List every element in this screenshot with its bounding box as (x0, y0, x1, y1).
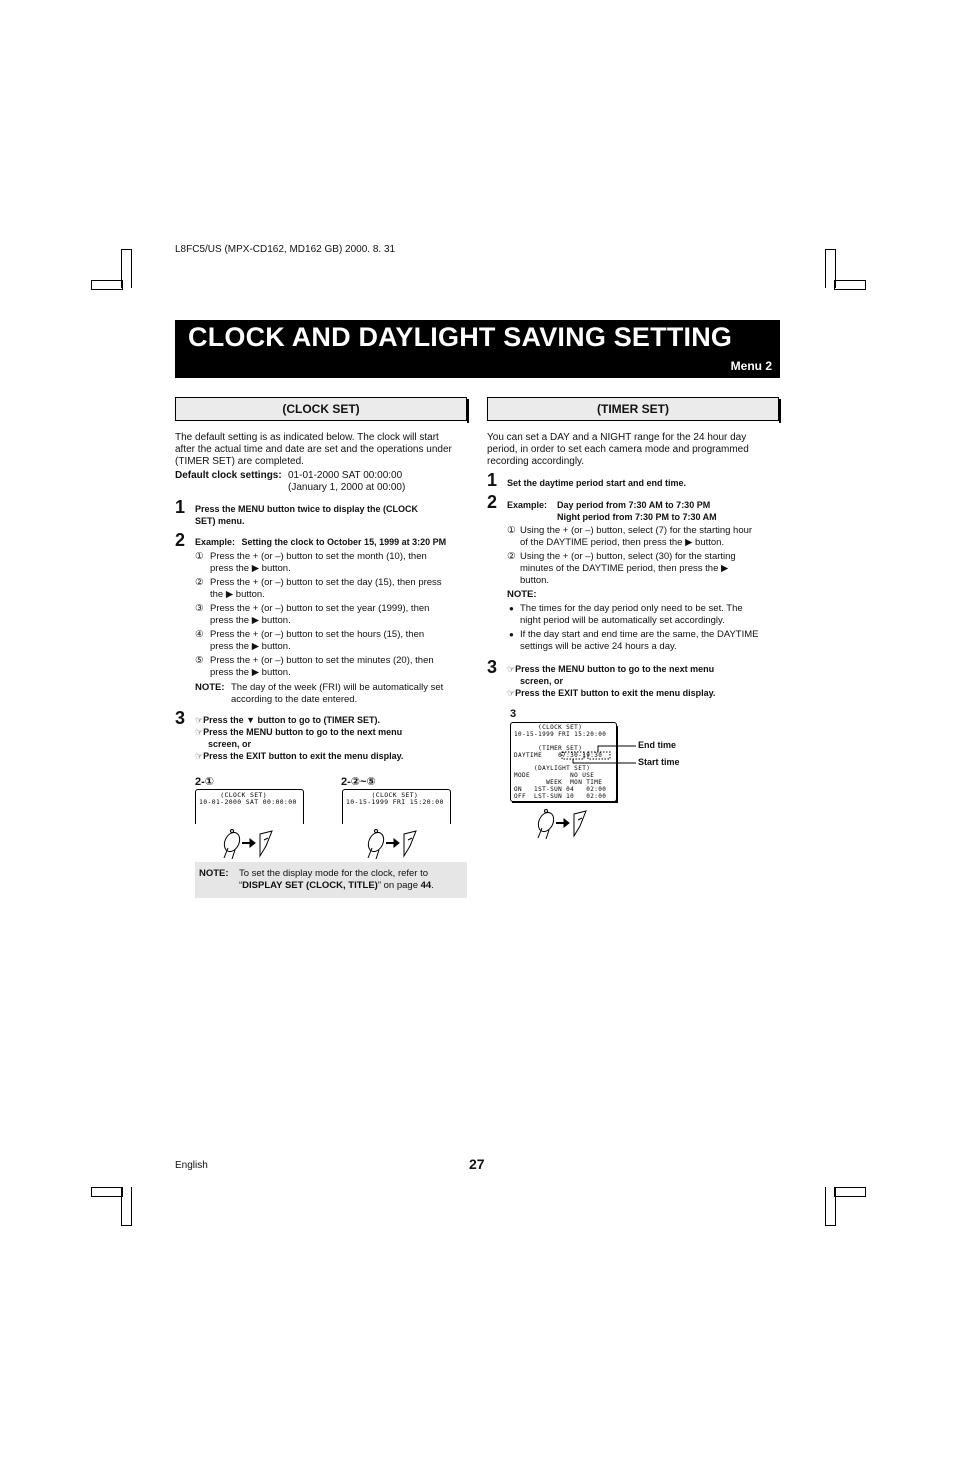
step-line: screen, or (520, 676, 564, 686)
default-settings-label: Default clock settings: (175, 470, 282, 481)
end-time-label: End time (638, 740, 677, 750)
step-3-text (507, 663, 715, 699)
display-set-note (195, 862, 467, 898)
sub-step-2 (507, 551, 779, 587)
step-1-text: Set the daytime period start and end time. (507, 478, 687, 488)
note-text (231, 682, 443, 706)
clock-set-intro (175, 432, 452, 468)
sub-step-2 (195, 577, 465, 601)
page-title: CLOCK AND DAYLIGHT SAVING SETTING (188, 322, 733, 352)
step-line: Press the MENU button twice to display the (CLOCK (195, 504, 419, 514)
intro-line: after the actual time and date are set and the operations under (175, 444, 452, 455)
sub-step-number: ⑤ (195, 655, 204, 666)
bullet-dot: ● (509, 630, 514, 639)
note-label: NOTE: (199, 868, 229, 879)
crop-mark-bottom-left-v (121, 1187, 132, 1226)
step-line: ☞Press the EXIT button to exit the menu display. (507, 688, 716, 698)
sub-step-text: Using the + (or –) button, select (7) for the starting hour of the DAYTIME period, then press the ▶ button. (520, 525, 753, 548)
clock-set-heading: (CLOCK SET) (175, 397, 467, 421)
sub-step-1 (195, 551, 465, 575)
step-2-text (195, 536, 446, 548)
callout-lines (560, 740, 640, 770)
sub-step-1 (507, 525, 779, 549)
note-line: according to the date entered. (231, 694, 358, 705)
example-label: Example: (195, 537, 236, 547)
intro-line: (TIMER SET) are completed. (175, 456, 304, 467)
doc-reference: L8FC5/US (MPX-CD162, MD162 GB) 2000. 8. 31 (175, 244, 396, 255)
note-line: To set the display mode for the clock, refer to (239, 868, 429, 879)
crop-mark-top-left (91, 280, 123, 290)
step-line: ☞Press the MENU button to go to the next menu (195, 727, 403, 737)
sub-step-number: ① (507, 525, 516, 536)
lcd-screen-clock-1: (CLOCK SET) 10-01-2000 SAT 00:00:00 (195, 789, 304, 824)
button-press-icon (534, 806, 594, 840)
note-bullet (509, 629, 779, 653)
sub-step-text: Press the + (or –) button to set the month (10), then press the ▶ button. (210, 551, 427, 574)
footer-language: English (175, 1160, 208, 1171)
crop-mark-top-right (834, 280, 866, 290)
sub-step-5 (195, 655, 465, 679)
figure-3-label: 3 (510, 708, 517, 720)
sub-step-text: Press the + (or –) button to set the day (15), then press the ▶ button. (210, 577, 442, 600)
note-text (239, 868, 434, 892)
crop-mark-bottom-right-v (825, 1187, 836, 1226)
step-1-text (195, 503, 418, 527)
title-bar (175, 320, 780, 378)
timer-set-intro (487, 432, 749, 468)
note-label: NOTE: (195, 682, 225, 693)
page-number: 27 (469, 1156, 485, 1172)
step-line: ☞Press the ▼ button to go to (TIMER SET). (195, 715, 380, 725)
step-line: SET) menu. (195, 516, 245, 526)
note-label: NOTE: (507, 589, 537, 600)
start-time-label: Start time (638, 757, 680, 767)
sub-step-text: Press the + (or –) button to set the minutes (20), then press the ▶ button. (210, 655, 434, 678)
lcd-screen-timer: (CLOCK SET) 10-15-1999 FRI 15:20:00 (TIMER SET) DAYTIME 07:30-19:30 (DAYLIGHT SET) MODE NO USE WEEK MON TIME ON 1ST-SUN 04 02:00 OFF LST-SUN 10 02:00 (510, 722, 617, 802)
crop-mark-bottom-left (91, 1187, 123, 1197)
button-press-icon (220, 826, 280, 860)
sub-step-text: Press the + (or –) button to set the year (1999), then press the ▶ button. (210, 603, 430, 626)
step-line: screen, or (208, 739, 252, 749)
intro-line: The default setting is as indicated below. The clock will start (175, 432, 439, 443)
sub-step-number: ② (195, 577, 204, 588)
example-line: Night period from 7:30 PM to 7:30 AM (557, 512, 717, 522)
default-settings-value2: (January 1, 2000 at 00:00) (288, 482, 406, 493)
figure-2-1-label: 2-① (195, 776, 215, 788)
step-2-text (557, 499, 717, 523)
menu-label: Menu 2 (730, 359, 772, 373)
note-line: The day of the week (FRI) will be automatically set (231, 682, 444, 693)
step-line: ☞Press the EXIT button to exit the menu display. (195, 751, 404, 761)
crop-mark-top-left-v (121, 249, 132, 288)
timer-set-heading: (TIMER SET) (487, 397, 779, 421)
step-1-number: 1 (487, 470, 498, 490)
bullet-text: If the day start and end time are the same, the DAYTIME settings will be active 24 hours a day. (520, 629, 759, 652)
sub-step-4 (195, 629, 465, 653)
note-line: “DISPLAY SET (CLOCK, TITLE)” on page 44. (239, 880, 434, 891)
button-press-icon (364, 826, 424, 860)
step-2-label: Example: (507, 500, 548, 510)
sub-step-text: Using the + (or –) button, select (30) for the starting minutes of the DAYTIME period, then press the ▶ button. (520, 551, 736, 586)
default-settings-value: 01-01-2000 SAT 00:00:00 (288, 470, 403, 481)
lcd-screen-clock-2: (CLOCK SET) 10-15-1999 FRI 15:20:00 (342, 789, 451, 824)
sub-step-number: ② (507, 551, 516, 562)
figure-2-2-label: 2-②~⑤ (341, 776, 376, 788)
step-2-number: 2 (487, 492, 498, 512)
step-line: ☞Press the MENU button to go to the next menu (507, 664, 715, 674)
crop-mark-bottom-right (834, 1187, 866, 1197)
sub-step-text: Press the + (or –) button to set the hours (15), then press the ▶ button. (210, 629, 425, 652)
bullet-dot: ● (509, 604, 514, 613)
sub-step-number: ③ (195, 603, 204, 614)
sub-step-number: ④ (195, 629, 204, 640)
step-3-text (195, 714, 403, 762)
step-2-number: 2 (175, 530, 186, 550)
intro-line: You can set a DAY and a NIGHT range for the 24 hour day (487, 432, 747, 443)
step-3-number: 3 (487, 657, 498, 677)
sub-step-number: ① (195, 551, 204, 562)
intro-line: recording accordingly. (487, 456, 585, 467)
note-bullet (509, 603, 779, 627)
intro-line: period, in order to set each camera mode and programmed (487, 444, 749, 455)
example-text: Setting the clock to October 15, 1999 at 3:20 PM (241, 537, 447, 547)
crop-mark-top-right-v (825, 249, 836, 288)
sub-step-3 (195, 603, 465, 627)
step-3-number: 3 (175, 708, 186, 728)
bullet-text: The times for the day period only need to be set. The night period will be automatically set accordingly. (520, 603, 743, 626)
example-line: Day period from 7:30 AM to 7:30 PM (557, 500, 711, 510)
step-1-number: 1 (175, 497, 186, 517)
